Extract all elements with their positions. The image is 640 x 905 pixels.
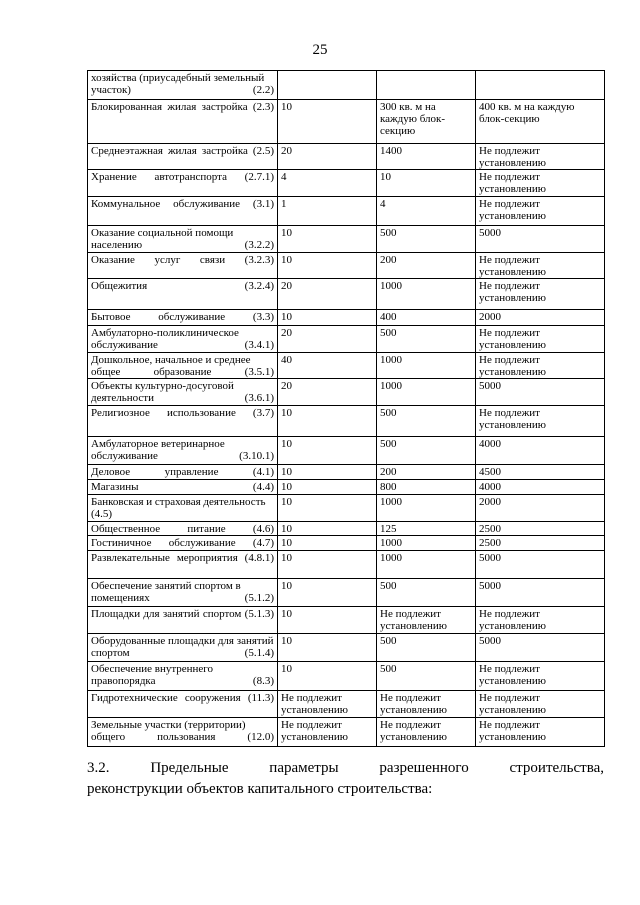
cell-value-1: 10 bbox=[278, 522, 377, 536]
section-3-2-heading-line1: 3.2. Предельные параметры разрешенного строительства, bbox=[87, 760, 604, 776]
section-3-2-heading-line2: реконструкции объектов капитального строительства: bbox=[87, 781, 433, 797]
cell-value-2: 500 bbox=[377, 226, 476, 253]
table-row bbox=[88, 310, 605, 326]
parameters-table-body bbox=[88, 71, 605, 747]
cell-land-use-type: Блокированная жилая застройка (2.3) bbox=[88, 100, 278, 144]
cell-value-1: 10 bbox=[278, 536, 377, 551]
cell-land-use-type: Амбулаторное ветеринарное обслуживание (3.10.1) bbox=[88, 437, 278, 465]
cell-value-3: 2000 bbox=[476, 310, 605, 326]
cell-land-use-type: Магазины (4.4) bbox=[88, 480, 278, 495]
table-row bbox=[88, 691, 605, 718]
table-row bbox=[88, 279, 605, 310]
cell-value-2: 200 bbox=[377, 465, 476, 480]
cell-value-3 bbox=[476, 71, 605, 100]
cell-land-use-type: Объекты культурно-досуговой деятельности (3.6.1) bbox=[88, 379, 278, 406]
cell-value-3: 5000 bbox=[476, 379, 605, 406]
cell-value-2: 1000 bbox=[377, 551, 476, 579]
cell-value-2: 1000 bbox=[377, 279, 476, 310]
cell-land-use-type: Гидротехнические сооружения (11.3) bbox=[88, 691, 278, 718]
cell-value-2: 1000 bbox=[377, 353, 476, 379]
table-row bbox=[88, 607, 605, 634]
table-row bbox=[88, 437, 605, 465]
cell-value-3: 4000 bbox=[476, 480, 605, 495]
cell-value-1: 1 bbox=[278, 197, 377, 226]
table-row bbox=[88, 579, 605, 607]
cell-value-2: Не подлежит установлению bbox=[377, 718, 476, 747]
cell-value-1: 10 bbox=[278, 253, 377, 279]
cell-value-1: 10 bbox=[278, 310, 377, 326]
table-row bbox=[88, 406, 605, 437]
cell-land-use-type: Площадки для занятий спортом (5.1.3) bbox=[88, 607, 278, 634]
cell-value-1: 10 bbox=[278, 226, 377, 253]
cell-value-3: 5000 bbox=[476, 579, 605, 607]
cell-land-use-type: Банковская и страховая деятельность (4.5) bbox=[88, 495, 278, 522]
cell-value-1: 10 bbox=[278, 437, 377, 465]
table-row bbox=[88, 480, 605, 495]
table-row bbox=[88, 326, 605, 353]
cell-value-1: 10 bbox=[278, 579, 377, 607]
cell-value-1: 10 bbox=[278, 662, 377, 691]
cell-value-2: 500 bbox=[377, 326, 476, 353]
cell-land-use-type: Дошкольное, начальное и среднее общее образование (3.5.1) bbox=[88, 353, 278, 379]
cell-value-2: 4 bbox=[377, 197, 476, 226]
cell-value-1: 10 bbox=[278, 607, 377, 634]
cell-value-1: 10 bbox=[278, 480, 377, 495]
cell-value-1: 20 bbox=[278, 279, 377, 310]
cell-value-1: 10 bbox=[278, 634, 377, 662]
cell-value-2: 800 bbox=[377, 480, 476, 495]
cell-land-use-type: Бытовое обслуживание (3.3) bbox=[88, 310, 278, 326]
cell-value-1: 10 bbox=[278, 406, 377, 437]
cell-value-3: 5000 bbox=[476, 634, 605, 662]
cell-value-1 bbox=[278, 71, 377, 100]
cell-value-3: Не подлежит установлению bbox=[476, 326, 605, 353]
cell-value-3: 5000 bbox=[476, 226, 605, 253]
cell-value-2: 1400 bbox=[377, 144, 476, 170]
cell-value-3: Не подлежит установлению bbox=[476, 691, 605, 718]
cell-value-2: 1000 bbox=[377, 379, 476, 406]
cell-land-use-type: Среднеэтажная жилая застройка (2.5) bbox=[88, 144, 278, 170]
cell-land-use-type: Обеспечение занятий спортом в помещениях (5.1.2) bbox=[88, 579, 278, 607]
cell-value-1: 10 bbox=[278, 551, 377, 579]
cell-value-2: 200 bbox=[377, 253, 476, 279]
cell-value-2: 10 bbox=[377, 170, 476, 197]
cell-value-1: 10 bbox=[278, 495, 377, 522]
cell-value-2: 500 bbox=[377, 579, 476, 607]
cell-land-use-type: Гостиничное обслуживание (4.7) bbox=[88, 536, 278, 551]
table-row bbox=[88, 71, 605, 100]
cell-land-use-type: Религиозное использование (3.7) bbox=[88, 406, 278, 437]
cell-value-3: 5000 bbox=[476, 551, 605, 579]
cell-value-1: 20 bbox=[278, 326, 377, 353]
cell-value-2: 500 bbox=[377, 406, 476, 437]
cell-value-3: Не подлежит установлению bbox=[476, 197, 605, 226]
table-row bbox=[88, 253, 605, 279]
cell-value-3: 4000 bbox=[476, 437, 605, 465]
cell-land-use-type: Амбулаторно-поликлиническое обслуживание (3.4.1) bbox=[88, 326, 278, 353]
cell-land-use-type: Общественное питание (4.6) bbox=[88, 522, 278, 536]
cell-value-2: 1000 bbox=[377, 495, 476, 522]
cell-value-2: Не подлежит установлению bbox=[377, 607, 476, 634]
table-row bbox=[88, 718, 605, 747]
table-row bbox=[88, 197, 605, 226]
table-row bbox=[88, 100, 605, 144]
cell-value-3: 400 кв. м на каждую блок-секцию bbox=[476, 100, 605, 144]
cell-value-2 bbox=[377, 71, 476, 100]
cell-land-use-type: Хранение автотранспорта (2.7.1) bbox=[88, 170, 278, 197]
cell-value-2: Не подлежит установлению bbox=[377, 691, 476, 718]
cell-land-use-type: Деловое управление (4.1) bbox=[88, 465, 278, 480]
cell-land-use-type: Обеспечение внутреннего правопорядка (8.3) bbox=[88, 662, 278, 691]
cell-value-1: Не подлежит установлению bbox=[278, 718, 377, 747]
cell-value-1: 10 bbox=[278, 465, 377, 480]
cell-value-1: Не подлежит установлению bbox=[278, 691, 377, 718]
table-row bbox=[88, 522, 605, 536]
cell-land-use-type: Земельные участки (территории) общего пользования (12.0) bbox=[88, 718, 278, 747]
table-row bbox=[88, 495, 605, 522]
cell-value-2: 400 bbox=[377, 310, 476, 326]
cell-value-3: Не подлежит установлению bbox=[476, 607, 605, 634]
parameters-table bbox=[87, 70, 605, 747]
cell-value-1: 20 bbox=[278, 379, 377, 406]
table-row bbox=[88, 226, 605, 253]
cell-value-3: Не подлежит установлению bbox=[476, 406, 605, 437]
cell-value-3: Не подлежит установлению bbox=[476, 144, 605, 170]
cell-value-2: 500 bbox=[377, 437, 476, 465]
cell-value-3: 2500 bbox=[476, 522, 605, 536]
cell-land-use-type: Оказание услуг связи (3.2.3) bbox=[88, 253, 278, 279]
cell-value-3: Не подлежит установлению bbox=[476, 662, 605, 691]
cell-value-1: 40 bbox=[278, 353, 377, 379]
table-row bbox=[88, 379, 605, 406]
cell-value-2: 500 bbox=[377, 634, 476, 662]
table-row bbox=[88, 634, 605, 662]
cell-value-3: Не подлежит установлению bbox=[476, 253, 605, 279]
cell-value-1: 20 bbox=[278, 144, 377, 170]
cell-value-2: 125 bbox=[377, 522, 476, 536]
table-row bbox=[88, 170, 605, 197]
table-row bbox=[88, 353, 605, 379]
cell-land-use-type: Развлекательные мероприятия (4.8.1) bbox=[88, 551, 278, 579]
table-row bbox=[88, 144, 605, 170]
cell-value-3: 2000 bbox=[476, 495, 605, 522]
cell-value-3: Не подлежит установлению bbox=[476, 353, 605, 379]
cell-value-2: 1000 bbox=[377, 536, 476, 551]
cell-land-use-type: хозяйства (приусадебный земельный участок) (2.2) bbox=[88, 71, 278, 100]
cell-land-use-type: Оказание социальной помощи населению (3.2.2) bbox=[88, 226, 278, 253]
table-row bbox=[88, 662, 605, 691]
cell-value-1: 10 bbox=[278, 100, 377, 144]
cell-value-3: 4500 bbox=[476, 465, 605, 480]
cell-value-1: 4 bbox=[278, 170, 377, 197]
cell-land-use-type: Коммунальное обслуживание (3.1) bbox=[88, 197, 278, 226]
cell-land-use-type: Оборудованные площадки для занятий спортом (5.1.4) bbox=[88, 634, 278, 662]
table-row bbox=[88, 465, 605, 480]
cell-value-2: 500 bbox=[377, 662, 476, 691]
cell-value-3: Не подлежит установлению bbox=[476, 170, 605, 197]
table-row bbox=[88, 551, 605, 579]
cell-value-3: Не подлежит установлению bbox=[476, 279, 605, 310]
cell-value-2: 300 кв. м на каждую блок-секцию bbox=[377, 100, 476, 144]
table-row bbox=[88, 536, 605, 551]
page-number: 25 bbox=[312, 42, 328, 58]
cell-value-3: 2500 bbox=[476, 536, 605, 551]
cell-land-use-type: Общежития (3.2.4) bbox=[88, 279, 278, 310]
cell-value-3: Не подлежит установлению bbox=[476, 718, 605, 747]
